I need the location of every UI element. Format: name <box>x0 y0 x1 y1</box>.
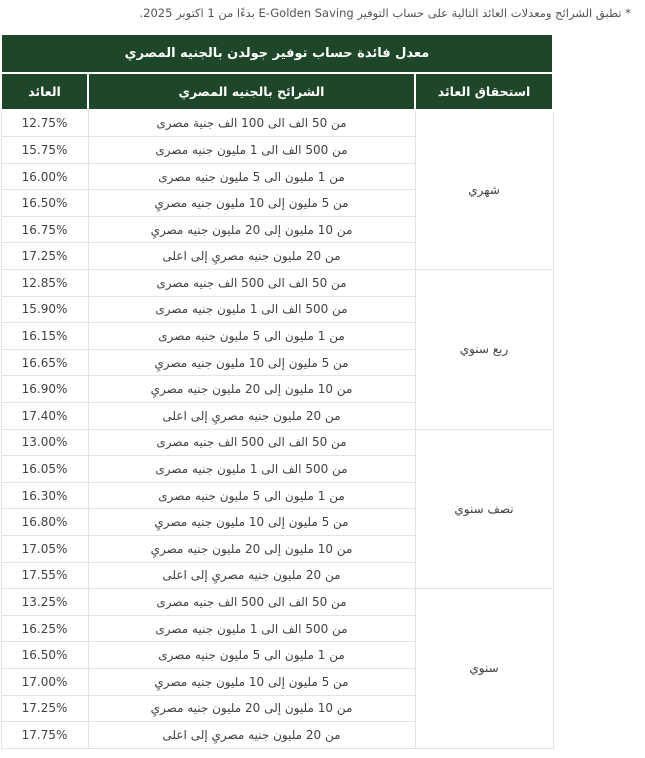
tier-cell: من 20 مليون جنيه مصريِ إلى اعلى <box>88 243 415 270</box>
tier-cell: من 500 الف الى 1 مليون جنيه مصرى <box>88 456 415 483</box>
maturity-cell: ربع سنوي <box>415 270 553 430</box>
tier-cell: من 500 الف الى 1 مليون جنيه مصرى <box>88 296 415 323</box>
tier-cell: من 5 مليون إلى 10 مليون جنيه مصريِ <box>88 190 415 217</box>
rate-cell: 12.75% <box>1 110 88 137</box>
footnote: * تطبق الشرائح ومعدلات العائد التالية على حساب التوفير E-Golden Saving بدءًا من 1 اكتوبر 2025. <box>139 6 631 20</box>
tier-cell: من 1 مليون الى 5 مليون جنيه مصرى <box>88 482 415 509</box>
tier-cell: من 5 مليون إلى 10 مليون جنيه مصريِ <box>88 668 415 695</box>
tier-cell: من 50 الف الى 500 الف جنيه مصرى <box>88 429 415 456</box>
rate-cell: 15.90% <box>1 296 88 323</box>
rate-cell: 17.00% <box>1 668 88 695</box>
tier-cell: من 50 الف الى 500 الف جنيه مصرى <box>88 270 415 297</box>
rate-cell: 16.50% <box>1 642 88 669</box>
tier-cell: من 20 مليون جنيه مصريِ إلى اعلى <box>88 722 415 749</box>
rate-cell: 16.05% <box>1 456 88 483</box>
rate-cell: 16.90% <box>1 376 88 403</box>
table-title: معدل فائدة حساب توفير جولدن بالجنيه المصري <box>1 34 553 73</box>
column-header-tier: الشرائح بالجنيه المصري <box>88 73 415 110</box>
rates-table-body <box>1 110 553 749</box>
rate-cell: 17.40% <box>1 403 88 430</box>
rate-cell: 15.75% <box>1 137 88 164</box>
tier-cell: من 50 الف الى 100 الف جنية مصرى <box>88 110 415 137</box>
tier-cell: من 10 مليون إلى 20 مليون جنيه مصريِ <box>88 376 415 403</box>
tier-cell: من 500 الف الى 1 مليون جنيه مصرى <box>88 615 415 642</box>
tier-cell: من 10 مليون إلى 20 مليون جنيه مصريِ <box>88 695 415 722</box>
tier-cell: من 500 الف الى 1 مليون جنيه مصرى <box>88 137 415 164</box>
rate-cell: 17.55% <box>1 562 88 589</box>
column-header-rate: العائد <box>1 73 88 110</box>
table-row <box>1 110 553 137</box>
rate-cell: 16.15% <box>1 323 88 350</box>
rates-table-head <box>1 34 553 110</box>
tier-cell: من 1 مليون الى 5 مليون جنيه مصرى <box>88 642 415 669</box>
rate-cell: 12.85% <box>1 270 88 297</box>
tier-cell: من 10 مليون إلى 20 مليون جنيه مصريِ <box>88 536 415 563</box>
tier-cell: من 1 مليون الى 5 مليون جنيه مصرى <box>88 323 415 350</box>
maturity-cell: شهري <box>415 110 553 270</box>
rate-cell: 16.00% <box>1 163 88 190</box>
rate-cell: 16.30% <box>1 482 88 509</box>
tier-cell: من 50 الف الى 500 الف جنيه مصرى <box>88 589 415 616</box>
tier-cell: من 5 مليون إلى 10 مليون جنيه مصريِ <box>88 509 415 536</box>
table-row <box>1 270 553 297</box>
rate-cell: 16.65% <box>1 349 88 376</box>
tier-cell: من 20 مليون جنيه مصريِ إلى اعلى <box>88 403 415 430</box>
maturity-cell: سنوي <box>415 589 553 749</box>
tier-cell: من 20 مليون جنيه مصريِ إلى اعلى <box>88 562 415 589</box>
maturity-cell: نصف سنوي <box>415 429 553 589</box>
rate-cell: 17.05% <box>1 536 88 563</box>
rate-cell: 16.25% <box>1 615 88 642</box>
rate-cell: 17.75% <box>1 722 88 749</box>
tier-cell: من 5 مليون إلى 10 مليون جنيه مصريِ <box>88 349 415 376</box>
table-row <box>1 589 553 616</box>
rate-cell: 17.25% <box>1 243 88 270</box>
tier-cell: من 10 مليون إلى 20 مليون جنيه مصريِ <box>88 216 415 243</box>
column-header-maturity: استحقاق العائد <box>415 73 553 110</box>
rate-cell: 17.25% <box>1 695 88 722</box>
tier-cell: من 1 مليون الى 5 مليون جنيه مصرى <box>88 163 415 190</box>
header-row <box>1 73 553 110</box>
rates-table <box>0 33 554 749</box>
title-row <box>1 34 553 73</box>
rate-cell: 13.00% <box>1 429 88 456</box>
rate-cell: 13.25% <box>1 589 88 616</box>
rate-cell: 16.75% <box>1 216 88 243</box>
rate-cell: 16.80% <box>1 509 88 536</box>
table-row <box>1 429 553 456</box>
rate-cell: 16.50% <box>1 190 88 217</box>
